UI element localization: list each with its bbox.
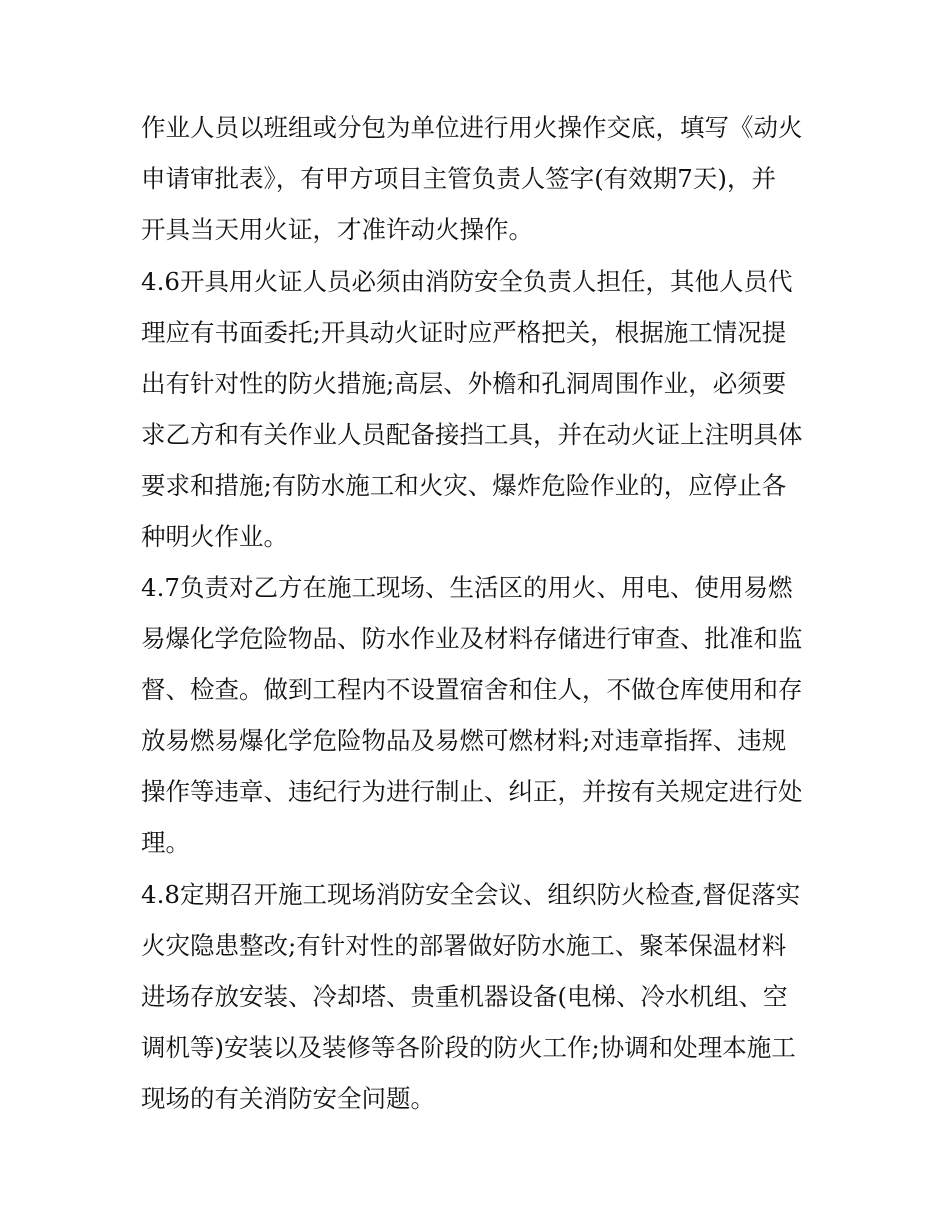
text-line: 放易燃易爆化学危险物品及易燃可燃材料;对违章指挥、违规	[141, 726, 787, 755]
text-line: 理应有书面委托;开具动火证时应严格把关，根据施工情况提	[141, 318, 787, 347]
text-line: 4.6开具用火证人员必须由消防安全负责人担任，其他人员代	[141, 267, 793, 296]
text-line: 申请审批表》，有甲方项目主管负责人签字(有效期7天)，并	[141, 164, 776, 193]
text-line: 现场的有关消防安全问题。	[141, 1084, 435, 1113]
text-line: 作业人员以班组或分包为单位进行用火操作交底，填写《动火	[141, 113, 803, 142]
text-line: 出有针对性的防火措施;高层、外檐和孔洞周围作业，必须要	[141, 369, 787, 398]
text-line: 操作等违章、违纪行为进行制止、纠正，并按有关规定进行处	[141, 777, 803, 806]
text-line: 易爆化学危险物品、防水作业及材料存储进行审查、批准和监	[141, 624, 803, 653]
text-line: 4.7负责对乙方在施工现场、生活区的用火、用电、使用易燃	[141, 573, 793, 602]
text-line: 督、检查。做到工程内不设置宿舍和住人，不做仓库使用和存	[141, 675, 803, 704]
text-line: 4.8定期召开施工现场消防安全会议、组织防火检查,督促落实	[141, 880, 801, 909]
text-line: 进场存放安装、冷却塔、贵重机器设备(电梯、冷水机组、空	[141, 982, 788, 1011]
text-line: 调机等)安装以及装修等各阶段的防火工作;协调和处理本施工	[141, 1033, 796, 1062]
text-line: 开具当天用火证，才准许动火操作。	[141, 215, 533, 244]
text-line: 理。	[141, 828, 190, 857]
text-line: 求乙方和有关作业人员配备接挡工具，并在动火证上注明具体	[141, 420, 803, 449]
text-line: 火灾隐患整改;有针对性的部署做好防水施工、聚苯保温材料	[141, 931, 787, 960]
text-line: 种明火作业。	[141, 522, 288, 551]
text-line: 要求和措施;有防水施工和火灾、爆炸危险作业的，应停止各	[141, 471, 787, 500]
